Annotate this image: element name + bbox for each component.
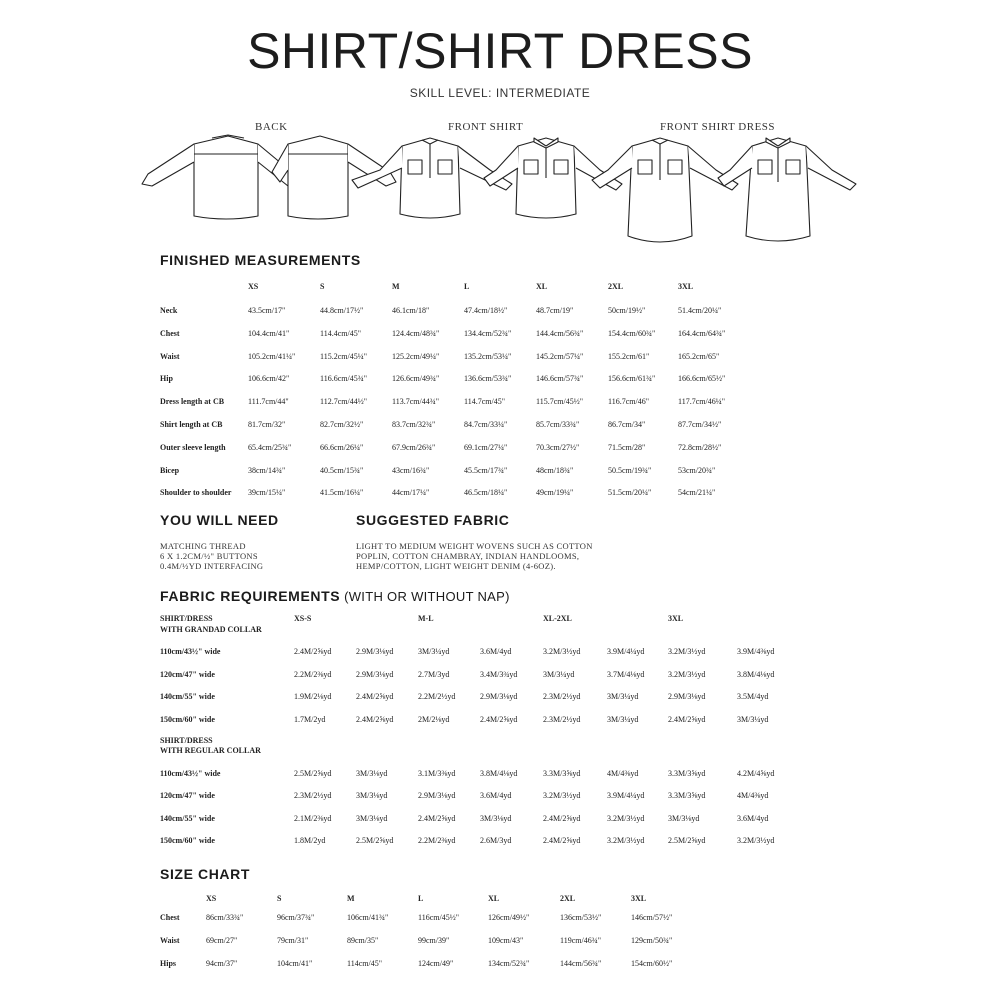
measurement-value: 113.7cm/44¾" [392, 397, 439, 407]
row-label: Bicep [160, 465, 180, 475]
yardage-value: 1.7M/2yd [294, 714, 326, 724]
measurement-value: 46.5cm/18¼" [464, 488, 508, 498]
size-value: 94cm/37" [206, 959, 238, 968]
size-group-header: XL-2XL [543, 614, 572, 623]
measurement-value: 156.6cm/61¾" [608, 374, 656, 384]
measurement-value: 124.4cm/48¾" [392, 328, 440, 338]
column-header: S [277, 894, 282, 903]
size-value: 114cm/45" [347, 959, 382, 968]
fabric-width-label: 140cm/55" wide [160, 813, 215, 823]
yardage-value: 3M/3⅛yd [356, 791, 388, 801]
measurement-value: 85.7cm/33¾" [536, 420, 580, 429]
need-item: 0.4M/½YD INTERFACING [160, 561, 264, 571]
measurement-value: 83.7cm/32¾" [392, 420, 436, 429]
page-title: SHIRT/SHIRT DRESS [247, 23, 753, 79]
size-value: 69cm/27" [206, 936, 238, 945]
yardage-value: 2.2M/2½yd [418, 692, 456, 701]
yardage-value: 3.6M/4yd [480, 791, 512, 801]
column-header: XL [536, 282, 548, 291]
yardage-value: 3M/3¼yd [607, 692, 639, 701]
yardage-value: 3M/3¼yd [607, 714, 639, 724]
garment-illustrations [130, 132, 870, 247]
column-header: M [347, 894, 355, 903]
yardage-value: 2.9M/3⅛yd [356, 647, 394, 656]
size-value: 136cm/53½" [560, 913, 602, 922]
measurement-value: 155.2cm/61" [608, 351, 650, 361]
yardage-value: 3.9M/4⅜yd [737, 647, 775, 656]
yardage-value: 2.1M/2⅜yd [294, 813, 332, 823]
yardage-value: 2.3M/2½yd [294, 791, 332, 801]
fabric-width-label: 120cm/47" wide [160, 791, 215, 801]
yardage-value: 2.3M/2½yd [543, 692, 581, 701]
yardage-value: 3.3M/3⅝yd [668, 769, 706, 778]
yardage-value: 3.3M/3⅝yd [543, 769, 581, 778]
measurement-value: 39cm/15¼" [248, 488, 286, 498]
size-value: 109cm/43" [488, 936, 524, 945]
measurement-value: 51.4cm/20¼" [678, 306, 722, 315]
measurement-value: 43cm/16¾" [392, 465, 430, 475]
measurement-value: 115.2cm/45¼" [320, 351, 367, 361]
measurement-value: 47.4cm/18½" [464, 306, 508, 315]
yardage-value: 4M/4⅜yd [607, 769, 639, 778]
collar-group-label: WITH REGULAR COLLAR [160, 746, 261, 755]
yardage-value: 2.4M/2⅝yd [543, 813, 581, 823]
yardage-value: 3M/3⅛yd [356, 769, 388, 778]
yardage-value: 3.7M/4⅛yd [607, 669, 645, 679]
measurement-value: 136.6cm/53¾" [464, 374, 512, 384]
measurement-value: 114.7cm/45" [464, 397, 505, 407]
yardage-value: 3.2M/3½yd [543, 647, 581, 656]
measurement-value: 45.5cm/17¾" [464, 465, 508, 475]
measurement-value: 46.1cm/18" [392, 306, 430, 315]
measurement-value: 70.3cm/27½" [536, 442, 580, 452]
yardage-value: 3M/3⅛yd [668, 813, 700, 823]
measurement-value: 81.7cm/32" [248, 420, 286, 429]
yardage-value: 2.9M/3⅛yd [356, 669, 394, 679]
yardage-value: 3.2M/3½yd [668, 647, 706, 656]
column-header: XL [488, 894, 500, 903]
fabric-requirements-note: (WITH OR WITHOUT NAP) [340, 589, 510, 604]
fabric-line: HEMP/COTTON, LIGHT WEIGHT DENIM (4-6OZ). [356, 561, 556, 571]
yardage-value: 2.9M/3⅛yd [480, 692, 518, 701]
column-header: L [464, 282, 470, 291]
size-group-header: 3XL [668, 614, 684, 623]
yardage-value: 3.3M/3⅝yd [668, 791, 706, 801]
label-front-shirt-dress: FRONT SHIRT DRESS [660, 121, 776, 133]
size-group-header: XS-S [294, 614, 312, 623]
measurement-value: 48.7cm/19" [536, 306, 574, 315]
yardage-value: 4M/4⅜yd [737, 791, 769, 801]
measurement-value: 105.2cm/41¼" [248, 351, 296, 361]
column-header: M [392, 282, 400, 291]
measurement-value: 43.5cm/17" [248, 306, 286, 315]
measurement-value: 49cm/19¼" [536, 488, 574, 498]
yardage-value: 3M/3⅛yd [356, 813, 388, 823]
yardage-value: 2.2M/2⅜yd [294, 669, 332, 679]
fabric-width-label: 120cm/47" wide [160, 669, 215, 679]
measurement-value: 111.7cm/44" [248, 397, 289, 407]
measurement-value: 115.7cm/45½" [536, 397, 583, 407]
size-value: 116cm/45½" [418, 913, 459, 922]
measurement-value: 126.6cm/49¾" [392, 374, 440, 384]
row-label: Dress length at CB [160, 397, 225, 407]
measurement-value: 72.8cm/28½" [678, 442, 722, 452]
size-value: 106cm/41¾" [347, 913, 389, 922]
measurement-value: 50cm/19½" [608, 306, 646, 315]
measurement-value: 38cm/14¾" [248, 465, 286, 475]
size-value: 79cm/31" [277, 936, 309, 945]
yardage-value: 2.4M/2⅝yd [418, 813, 456, 823]
row-label: Waist [160, 936, 180, 945]
measurement-value: 154.4cm/60¾" [608, 328, 656, 338]
fabric-requirements-title: FABRIC REQUIREMENTS [160, 588, 341, 604]
yardage-value: 2.4M/2⅝yd [480, 714, 518, 724]
skill-level: SKILL LEVEL: INTERMEDIATE [409, 86, 591, 100]
yardage-value: 1.9M/2⅛yd [294, 692, 332, 701]
collar-group-label: WITH GRANDAD COLLAR [160, 625, 262, 634]
yardage-value: 1.8M/2yd [294, 835, 326, 845]
column-header: 2XL [608, 282, 624, 291]
size-value: 99cm/39" [418, 936, 450, 945]
column-header: XS [248, 282, 259, 291]
yardage-value: 3.2M/3½yd [668, 669, 706, 679]
column-header: XS [206, 894, 217, 903]
size-value: 89cm/35" [347, 936, 379, 945]
size-chart-heading: SIZE CHART [160, 866, 250, 882]
measurement-value: 164.4cm/64¾" [678, 328, 726, 338]
measurement-value: 82.7cm/32½" [320, 420, 364, 429]
measurement-value: 112.7cm/44½" [320, 397, 367, 407]
yardage-value: 2.6M/3yd [480, 835, 512, 845]
yardage-value: 3M/3¼yd [418, 647, 450, 656]
measurement-value: 84.7cm/33¼" [464, 420, 508, 429]
collar-group-label: SHIRT/DRESS [160, 736, 213, 745]
measurement-value: 145.2cm/57¼" [536, 351, 584, 361]
yardage-value: 2.4M/2⅝yd [543, 835, 581, 845]
row-label: Hip [160, 374, 173, 384]
yardage-value: 2.4M/2⅝yd [668, 714, 706, 724]
measurement-value: 114.4cm/45" [320, 328, 361, 338]
yardage-value: 2.3M/2½yd [543, 714, 581, 724]
measurement-value: 87.7cm/34½" [678, 420, 722, 429]
fabric-width-label: 150cm/60" wide [160, 835, 215, 845]
measurement-value: 69.1cm/27¼" [464, 442, 508, 452]
yardage-value: 3.2M/3½yd [607, 813, 645, 823]
size-value: 124cm/49" [418, 959, 454, 968]
measurement-value: 44cm/17¼" [392, 488, 430, 498]
measurement-value: 135.2cm/53¼" [464, 351, 512, 361]
measurement-value: 116.7cm/46" [608, 397, 649, 407]
measurement-value: 66.6cm/26¼" [320, 442, 364, 452]
measurement-value: 40.5cm/15¾" [320, 465, 364, 475]
yardage-value: 3M/3⅛yd [480, 813, 512, 823]
row-label: Chest [160, 913, 180, 922]
size-value: 134cm/52¾" [488, 959, 530, 968]
size-group-header: M-L [418, 614, 434, 623]
measurement-value: 48cm/18¾" [536, 465, 574, 475]
measurement-value: 71.5cm/28" [608, 442, 646, 452]
measurement-value: 104.4cm/41" [248, 328, 290, 338]
yardage-value: 2.5M/2⅝yd [668, 835, 706, 845]
yardage-value: 2.4M/2⅝yd [356, 714, 394, 724]
measurement-value: 86.7cm/34" [608, 420, 646, 429]
label-back: BACK [255, 121, 288, 133]
row-label: Shirt length at CB [160, 420, 223, 429]
measurement-value: 125.2cm/49¼" [392, 351, 440, 361]
row-label: Neck [160, 306, 178, 315]
size-value: 144cm/56¾" [560, 959, 602, 968]
row-label: Waist [160, 351, 180, 361]
need-item: MATCHING THREAD [160, 541, 246, 551]
row-label: Outer sleeve length [160, 442, 226, 452]
measurement-value: 67.9cm/26¾" [392, 442, 436, 452]
measurement-value: 116.6cm/45¾" [320, 374, 367, 384]
yardage-value: 3M/3¼yd [737, 714, 769, 724]
front-dress-grandad-illustration [592, 138, 738, 242]
measurement-value: 144.4cm/56¾" [536, 328, 584, 338]
column-header: L [418, 894, 424, 903]
measurement-value: 106.6cm/42" [248, 374, 290, 384]
column-header: 2XL [560, 894, 576, 903]
size-value: 126cm/49½" [488, 913, 530, 922]
yardage-value: 3.2M/3½yd [543, 791, 581, 801]
size-value: 104cm/41" [277, 959, 313, 968]
yardage-value: 3.8M/4⅛yd [737, 669, 775, 679]
yardage-value: 3.2M/3½yd [737, 835, 775, 845]
suggested-fabric-heading: SUGGESTED FABRIC [356, 512, 510, 528]
row-label: Shoulder to shoulder [160, 488, 232, 498]
fabric-width-label: 150cm/60" wide [160, 714, 215, 724]
yardage-value: 2.7M/3yd [418, 669, 450, 679]
finished-measurements-heading: FINISHED MEASUREMENTS [160, 252, 361, 268]
fabric-width-label: 110cm/43½" wide [160, 769, 221, 778]
row-label: Hips [160, 959, 177, 968]
measurement-value: 41.5cm/16¼" [320, 488, 364, 498]
size-value: 96cm/37¾" [277, 913, 315, 922]
measurement-value: 53cm/20¾" [678, 465, 716, 475]
size-value: 129cm/50¾" [631, 936, 673, 945]
size-value: 146cm/57½" [631, 913, 673, 922]
measurement-value: 51.5cm/20¼" [608, 488, 652, 498]
fabric-width-label: 110cm/43½" wide [160, 647, 221, 656]
collar-group-label: SHIRT/DRESS [160, 614, 213, 623]
yardage-value: 3.5M/4yd [737, 692, 769, 701]
yardage-value: 3.2M/3½yd [607, 835, 645, 845]
fabric-width-label: 140cm/55" wide [160, 692, 215, 701]
yardage-value: 3M/3¼yd [543, 669, 575, 679]
row-label: Chest [160, 328, 180, 338]
column-header: 3XL [631, 894, 647, 903]
measurement-value: 50.5cm/19¾" [608, 465, 652, 475]
yardage-value: 2.5M/2⅝yd [356, 835, 394, 845]
label-front-shirt: FRONT SHIRT [448, 121, 524, 133]
yardage-value: 3.4M/3¾yd [480, 669, 518, 679]
column-header: 3XL [678, 282, 694, 291]
yardage-value: 3.9M/4¼yd [607, 791, 645, 801]
yardage-value: 3.6M/4yd [480, 647, 512, 656]
fabric-requirements-heading [160, 588, 510, 604]
fabric-line: LIGHT TO MEDIUM WEIGHT WOVENS SUCH AS COTTON [356, 541, 593, 551]
yardage-value: 2.2M/2⅜yd [418, 835, 456, 845]
size-value: 119cm/46¾" [560, 936, 601, 945]
measurement-value: 146.6cm/57¾" [536, 374, 584, 384]
measurement-value: 65.4cm/25¾" [248, 442, 292, 452]
yardage-value: 2M/2⅛yd [418, 714, 450, 724]
yardage-value: 3.6M/4yd [737, 813, 769, 823]
yardage-value: 4.2M/4⅝yd [737, 769, 775, 778]
front-dress-regular-illustration [718, 138, 856, 241]
yardage-value: 2.9M/3⅛yd [668, 692, 706, 701]
measurement-value: 54cm/21¼" [678, 488, 716, 498]
size-value: 154cm/60½" [631, 959, 673, 968]
yardage-value: 2.4M/2⅝yd [294, 647, 332, 656]
yardage-value: 2.9M/3⅛yd [418, 791, 456, 801]
measurement-value: 165.2cm/65" [678, 351, 720, 361]
measurement-value: 44.8cm/17½" [320, 306, 364, 315]
shirt-back-illustration [142, 135, 298, 219]
you-will-need-heading: YOU WILL NEED [160, 512, 279, 528]
measurement-value: 117.7cm/46¼" [678, 397, 725, 407]
yardage-value: 2.5M/2⅝yd [294, 769, 332, 778]
column-header: S [320, 282, 325, 291]
yardage-value: 2.4M/2⅝yd [356, 692, 394, 701]
fabric-line: POPLIN, COTTON CHAMBRAY, INDIAN HANDLOOMS, [356, 551, 580, 561]
need-item: 6 X 1.2CM/½" BUTTONS [160, 551, 258, 561]
yardage-value: 3.9M/4¼yd [607, 647, 645, 656]
yardage-value: 3.8M/4⅛yd [480, 769, 518, 778]
measurement-value: 134.4cm/52¾" [464, 328, 512, 338]
yardage-value: 3.1M/3⅜yd [418, 769, 456, 778]
size-value: 86cm/33¾" [206, 913, 244, 922]
measurement-value: 166.6cm/65½" [678, 374, 726, 384]
